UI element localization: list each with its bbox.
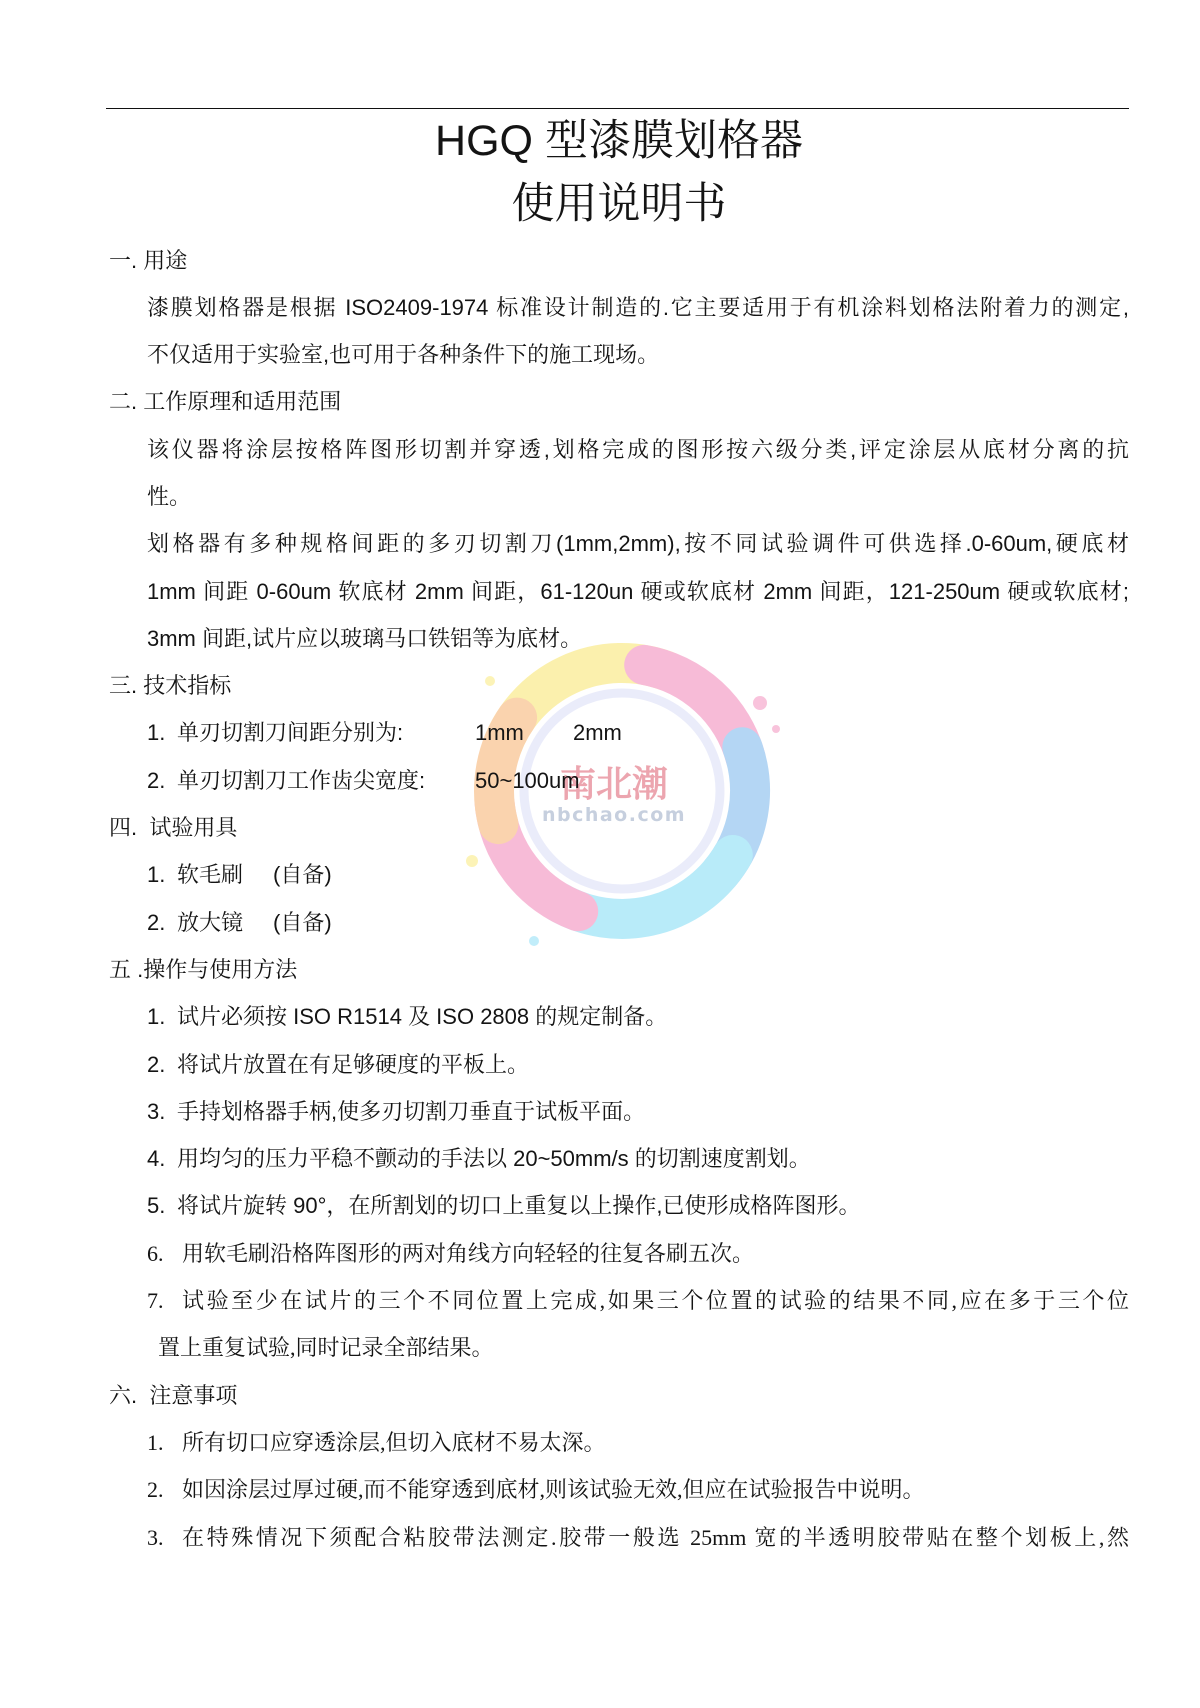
list-item — [147, 1041, 1129, 1088]
list-item — [147, 1419, 1129, 1466]
list-item — [147, 1466, 1129, 1513]
list-number: 7. — [147, 1288, 164, 1314]
list-text: 用软毛刷沿格阵图形的两对角线方向轻轻的往复各刷五次。 — [182, 1240, 755, 1266]
spec-value: 50~100um — [475, 767, 580, 793]
list-text: 在特殊情况下须配合粘胶带法测定.胶带一般选 25mm 宽的半透明胶带贴在整个划板上,然 — [182, 1524, 1129, 1550]
list-number: 1. — [147, 720, 166, 746]
list-item — [147, 1088, 1129, 1135]
list-item — [147, 1182, 1129, 1229]
heading-purpose: 一. 用途 — [109, 247, 188, 273]
list-item — [147, 993, 1129, 1040]
list-text: 所有切口应穿透涂层,但切入底材不易太深。 — [182, 1429, 606, 1455]
list-text: 将试片放置在有足够硬度的平板上。 — [177, 1051, 530, 1077]
list-text: 试片必须按 ISO R1514 及 ISO 2808 的规定制备。 — [177, 1004, 668, 1030]
list-number: 5. — [147, 1193, 166, 1219]
list-number: 1. — [147, 1429, 164, 1455]
paragraph-line: 性。 — [147, 483, 192, 509]
watermark-brand-cn: 南北潮 — [559, 764, 669, 805]
paragraph-line: 该仪器将涂层按格阵图形切割并穿透,划格完成的图形按六级分类,评定涂层从底材分离的抗 — [147, 436, 1129, 462]
paragraph-line: 1mm 间距 0-60um 软底材 2mm 间距，61-120un 硬或软底材 2mm 间距，121-250um 硬或软底材; — [147, 578, 1129, 604]
tool-item — [147, 851, 1129, 898]
list-number: 2. — [147, 767, 166, 793]
tool-label: 软毛刷 — [177, 862, 244, 888]
heading-test-tools: 四. 试验用具 — [109, 815, 238, 841]
tool-label: 放大镜 — [177, 909, 244, 935]
paragraph-line: 3mm 间距,试片应以玻璃马口铁铝等为底材。 — [147, 625, 583, 651]
list-number: 2. — [147, 1051, 166, 1077]
tool-note: (自备) — [273, 862, 332, 888]
list-item — [147, 1277, 1129, 1324]
list-text: 如因涂层过厚过硬,而不能穿透到底材,则该试验无效,但应在试验报告中说明。 — [182, 1477, 925, 1503]
list-number: 3. — [147, 1098, 166, 1124]
spec-item — [147, 709, 1129, 756]
list-text: 用均匀的压力平稳不颤动的手法以 20~50mm/s 的切割速度割划。 — [177, 1146, 811, 1172]
list-number: 6. — [147, 1240, 164, 1266]
watermark-brand-en: nbchao.com — [541, 804, 687, 826]
list-number: 2. — [147, 909, 166, 935]
list-item — [147, 1135, 1129, 1182]
list-number: 4. — [147, 1146, 166, 1172]
tool-item — [147, 899, 1129, 946]
heading-operating-method: 五 .操作与使用方法 — [109, 956, 298, 982]
list-text: 试验至少在试片的三个不同位置上完成,如果三个位置的试验的结果不同,应在多于三个位 — [182, 1288, 1129, 1314]
list-text: 将试片旋转 90°，在所割划的切口上重复以上操作,已使形成格阵图形。 — [177, 1193, 861, 1219]
list-number: 1. — [147, 1004, 166, 1030]
paragraph-line: 划格器有多种规格间距的多刃切割刀(1mm,2mm),按不同试验调件可供选择.0-60um,硬底材 — [147, 531, 1129, 557]
paragraph-line: 不仅适用于实验室,也可用于各种条件下的施工现场。 — [147, 342, 660, 368]
list-item-continuation: 置上重复试验,同时记录全部结果。 — [158, 1335, 494, 1361]
list-item — [147, 1230, 1129, 1277]
document-title: HGQ 型漆膜划格器 — [435, 117, 803, 165]
list-number: 2. — [147, 1477, 164, 1503]
spec-value: 2mm — [573, 720, 622, 746]
document-subtitle: 使用说明书 — [511, 180, 727, 228]
spec-label: 单刃切割刀间距分别为: — [177, 720, 404, 746]
list-text: 手持划格器手柄,使多刃切割刀垂直于试板平面。 — [177, 1098, 646, 1124]
spec-item — [147, 757, 1129, 804]
spec-value: 1mm — [475, 720, 524, 746]
document-body — [109, 237, 1129, 1561]
heading-precautions: 六. 注意事项 — [109, 1382, 238, 1408]
list-number: 3. — [147, 1524, 164, 1550]
tool-note: (自备) — [273, 909, 332, 935]
paragraph-line: 漆膜划格器是根据 ISO2409-1974 标准设计制造的.它主要适用于有机涂料划格法附着力的测定, — [147, 294, 1129, 320]
list-number: 1. — [147, 862, 166, 888]
spec-label: 单刃切割刀工作齿尖宽度: — [177, 767, 426, 793]
list-item — [147, 1514, 1129, 1561]
heading-working-principle: 二. 工作原理和适用范围 — [109, 389, 342, 415]
heading-technical-specs: 三. 技术指标 — [109, 673, 232, 699]
header-rule — [106, 108, 1129, 109]
title-block — [109, 110, 1129, 236]
